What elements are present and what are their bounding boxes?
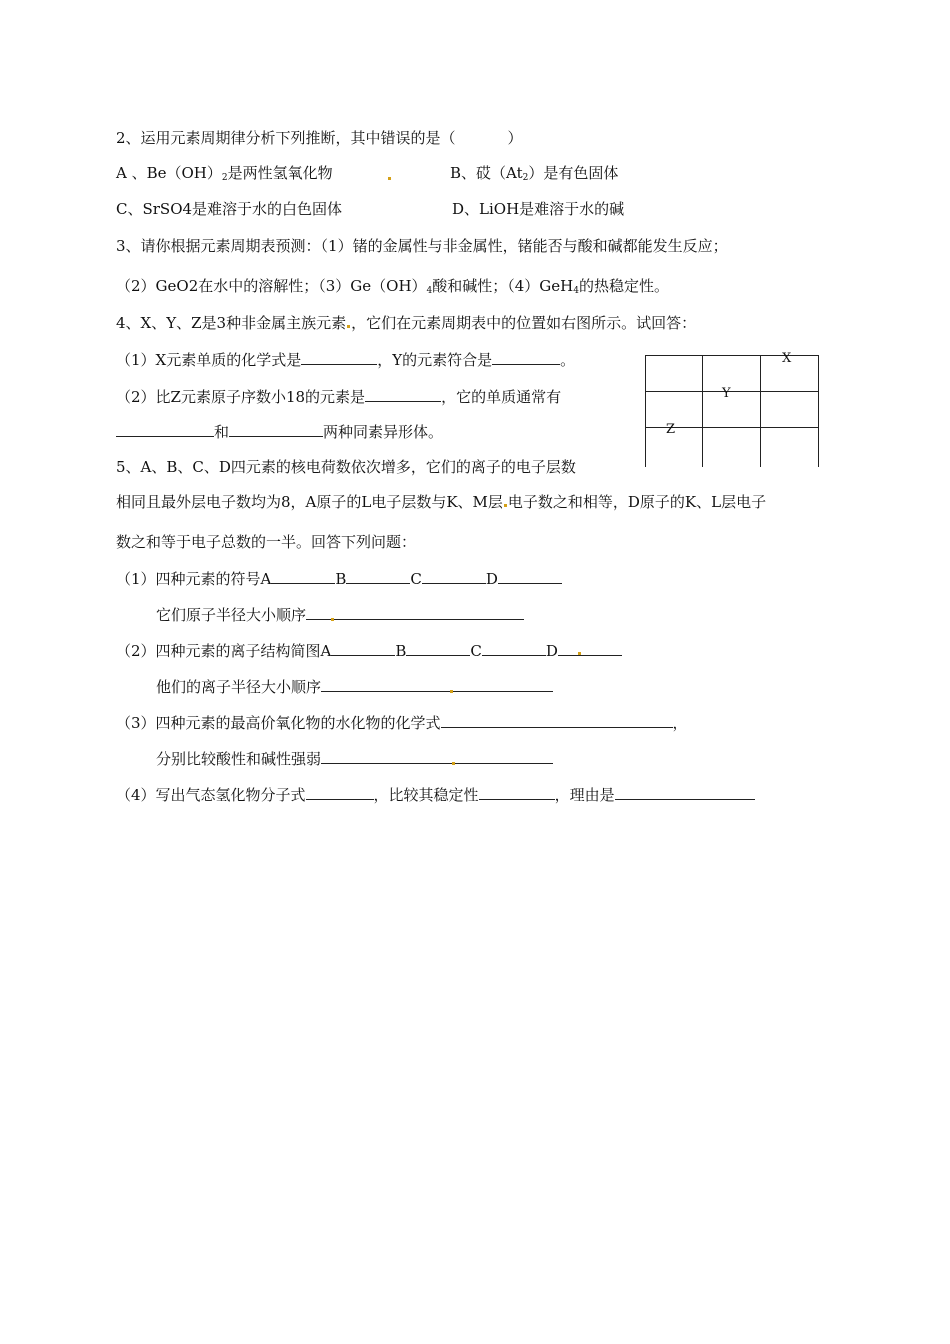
- q2-stem-text: 2、运用元素周期律分析下列推断，其中错误的是（: [116, 129, 456, 147]
- q4-part1: [116, 349, 575, 370]
- q4-part3-a: 和: [214, 423, 230, 441]
- blank-symbol-a[interactable]: [271, 568, 335, 584]
- q3-line2-b: 酸和碱性；（4）GeH: [432, 277, 574, 295]
- blank-allotrope-2[interactable]: [229, 421, 323, 437]
- q5-sub3-label: （3）四种元素的最高价氧化物的水化物的化学式: [116, 714, 441, 732]
- q5-stem-1: 5、A、B、C、D四元素的核电荷数依次增多，它们的离子的电子层数: [116, 458, 576, 476]
- blank-ion-a[interactable]: [331, 640, 395, 656]
- q2-option-b: [450, 163, 618, 188]
- q4-part3: [116, 421, 443, 442]
- blank-x-formula[interactable]: [301, 349, 377, 365]
- q5-sub2-letter-b: B: [395, 642, 407, 660]
- q2-stem-close: ）: [507, 129, 523, 147]
- q2-option-a-pre: A 、Be（OH）: [116, 164, 222, 182]
- mark-dot: [504, 504, 507, 507]
- q2-option-d: D、LiOH是难溶于水的碱: [452, 200, 625, 218]
- q2-option-b-sub: 2: [522, 173, 529, 183]
- q5-letter-d: D: [485, 570, 498, 588]
- q2-option-b-post: ）是有色固体: [528, 164, 619, 182]
- q3-line2: [116, 276, 669, 301]
- mark-dot: [578, 652, 581, 655]
- q5-sub2: [116, 640, 622, 661]
- grid-label-z: Z: [666, 422, 676, 437]
- blank-ion-c[interactable]: [482, 640, 546, 656]
- q4-part1-a: （1）X元素单质的化学式是: [116, 351, 302, 369]
- q2-stem: [116, 128, 523, 148]
- q5-sub2-letter-d: D: [545, 642, 558, 660]
- q5-stem-2a: 相同且最外层电子数均为8，A原子的L电子层数与K、M层: [116, 493, 503, 511]
- grid-line: [645, 355, 646, 467]
- blank-y-symbol[interactable]: [492, 349, 560, 365]
- blank-hydroxide-formulas[interactable]: [441, 712, 673, 728]
- blank-ion-d[interactable]: [558, 640, 622, 656]
- q5-sub1: [116, 568, 562, 589]
- q5-sub4-c: ，理由是: [554, 786, 615, 804]
- blank-atomic-radius-order[interactable]: [306, 604, 524, 620]
- q5-sub4-a: （4）写出气态氢化物分子式: [116, 786, 306, 804]
- blank-acid-base-strength[interactable]: [321, 748, 553, 764]
- q4-part2-a: （2）比Z元素原子序数小18的元素是: [116, 388, 366, 406]
- q2-option-a-sub: 2: [221, 173, 228, 183]
- q4-stem-b: ，它们在元素周期表中的位置如右图所示。试回答：: [351, 314, 697, 332]
- mark-dot: [347, 325, 350, 328]
- q2-option-a: [116, 163, 333, 188]
- blank-stability[interactable]: [479, 784, 555, 800]
- blank-symbol-c[interactable]: [422, 568, 486, 584]
- q5-letter-b: B: [335, 570, 347, 588]
- periodic-grid: [645, 351, 819, 467]
- blank-allotrope-1[interactable]: [116, 421, 214, 437]
- q5-stem-3: 数之和等于电子总数的一半。回答下列问题：: [116, 533, 417, 551]
- q5-sub2-radius-text: 他们的离子半径大小顺序: [156, 678, 322, 696]
- grid-line: [645, 391, 819, 392]
- q2-option-a-post: 是两性氢氧化物: [227, 164, 333, 182]
- grid-label-x: X: [782, 351, 792, 366]
- blank-hydride-formula[interactable]: [306, 784, 374, 800]
- blank-ion-b[interactable]: [406, 640, 470, 656]
- q5-sub3: [116, 712, 688, 733]
- q5-sub1-radius: [156, 604, 524, 625]
- q5-sub2-label: （2）四种元素的离子结构简图A: [116, 642, 332, 660]
- q4-stem: [116, 313, 696, 333]
- mark-dot: [450, 690, 453, 693]
- blank-reason[interactable]: [615, 784, 755, 800]
- q4-part1-b: ，Y的元素符合是: [377, 351, 493, 369]
- q5-sub4-b: ，比较其稳定性: [373, 786, 479, 804]
- q5-stem-2b: 电子数之和相等，D原子的K、L层电子: [507, 493, 767, 511]
- q3-line2-sub: 4: [426, 286, 433, 296]
- mark-dot: [388, 177, 391, 180]
- q4-part3-b: 两种同素异形体。: [323, 423, 444, 441]
- q3-line2-c: 的热稳定性。: [579, 277, 670, 295]
- q3-line1: 3、请你根据元素周期表预测：（1）锗的金属性与非金属性，锗能否与酸和碱都能发生反应；: [116, 237, 728, 255]
- q4-part1-c: 。: [560, 351, 576, 369]
- q3-line2-sub2: 4: [573, 286, 579, 296]
- grid-line: [645, 355, 819, 356]
- q2-option-b-pre: B、砹（At: [450, 164, 523, 182]
- q5-letter-c: C: [410, 570, 422, 588]
- q5-sub2-letter-c: C: [470, 642, 482, 660]
- q5-sub3-compare: [156, 748, 553, 769]
- mark-dot: [331, 618, 334, 621]
- q3-line2-a: （2）GeO2在水中的溶解性；（3）Ge（OH）: [116, 277, 427, 295]
- q4-part2-b: ，它的单质通常有: [441, 388, 562, 406]
- grid-label-y: Y: [722, 386, 731, 401]
- blank-ionic-radius-order[interactable]: [321, 676, 553, 692]
- q5-sub4: [116, 784, 755, 805]
- q5-stem-2: [116, 492, 766, 512]
- q5-sub3-compare-text: 分别比较酸性和碱性强弱: [156, 750, 322, 768]
- q4-part2: [116, 386, 561, 407]
- q5-sub2-radius: [156, 676, 553, 697]
- blank-symbol-d[interactable]: [498, 568, 562, 584]
- blank-element[interactable]: [365, 386, 441, 402]
- q5-sub1-label: （1）四种元素的符号A: [116, 570, 272, 588]
- blank-symbol-b[interactable]: [346, 568, 410, 584]
- grid-line: [760, 355, 761, 467]
- q2-option-c: C、SrSO4是难溶于水的白色固体: [116, 200, 343, 218]
- q4-stem-a: 4、X、Y、Z是3种非金属主族元素: [116, 314, 347, 332]
- grid-line: [818, 355, 819, 467]
- mark-dot: [452, 762, 455, 765]
- q5-sub1-radius-text: 它们原子半径大小顺序: [156, 606, 307, 624]
- q5-sub3-end: ，: [672, 714, 688, 732]
- grid-line: [702, 355, 703, 467]
